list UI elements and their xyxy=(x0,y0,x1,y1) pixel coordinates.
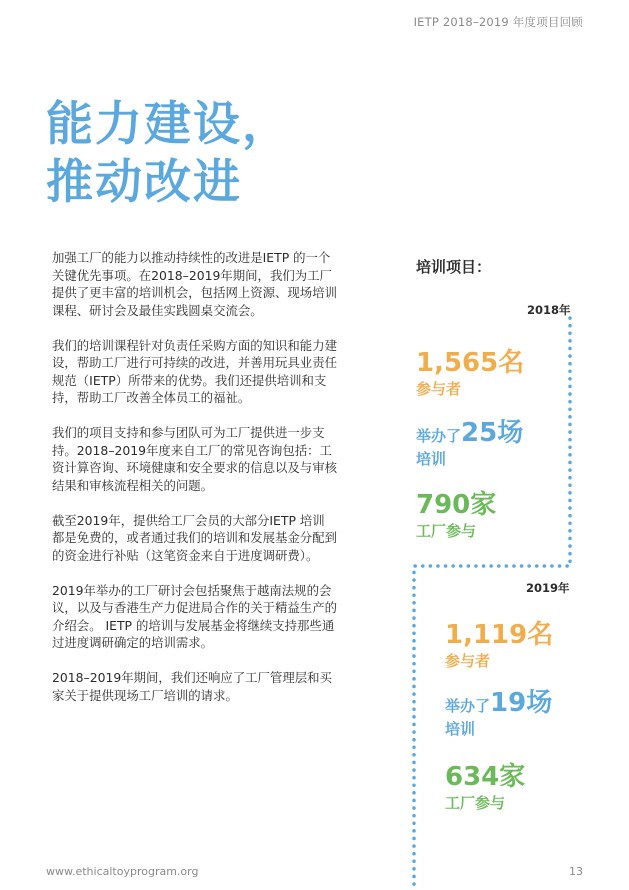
stat-2019-factories xyxy=(445,764,525,811)
stat-prefix: 举办了 xyxy=(416,427,462,445)
stat-label: 工厂参与 xyxy=(416,522,477,540)
body-paragraph: 2018–2019年期间，我们还响应了工厂管理层和买家关于提供现场工厂培训的请求。 xyxy=(52,670,332,703)
stat-2018-sessions xyxy=(416,420,523,467)
body-paragraph: 加强工厂的能力以推动持续性的改进是IETP 的一个关键优先事项。在2018–2019年期间，我们为工厂提供了更丰富的培训机会，包括网上资源、现场培训课程、研讨会及最佳实践圆桌交流会。 xyxy=(52,250,337,318)
stat-label: 参与者 xyxy=(445,652,491,670)
stat-2018-participants xyxy=(416,350,524,397)
body-paragraph: 2019年举办的工厂研讨会包括聚焦于越南法规的会议，以及与香港生产力促进局合作的关于精益生产的介绍会。 IETP 的培训与发展基金将继续支持那些通过进度调研确定的培训需求。 xyxy=(52,582,337,650)
page-number: 13 xyxy=(569,865,583,878)
stat-label: 培训 xyxy=(416,450,447,468)
sidebar-title: 培训项目： xyxy=(416,258,492,276)
stat-label: 培训 xyxy=(445,720,476,738)
page-title-line-1: 能力建设， xyxy=(46,97,291,152)
body-paragraph: 截至2019年，提供给工厂会员的大部分IETP 培训都是免费的，或者通过我们的培训和发展基金分配到的资金进行补贴（这笔资金来自于进度调研费）。 xyxy=(52,512,337,563)
year-label-2018: 2018年 xyxy=(527,303,571,317)
stat-value: 1,119名 xyxy=(445,620,554,650)
stat-label: 参与者 xyxy=(416,380,462,398)
stat-2018-factories xyxy=(416,492,496,539)
stat-prefix: 举办了 xyxy=(445,697,491,715)
stat-value: 25场 xyxy=(461,418,524,448)
footer-url: www.ethicaltoyprogram.org xyxy=(46,865,199,878)
body-paragraph: 我们的项目支持和参与团队可为工厂提供进一步支持。2018–2019年度来自工厂的常见咨询包括：工资计算咨询、环境健康和安全要求的信息以及与审核结果和审核流程相关的问题。 xyxy=(52,425,337,493)
stat-label: 工厂参与 xyxy=(445,794,506,812)
stat-value: 1,565名 xyxy=(416,348,525,378)
year-label-2019: 2019年 xyxy=(526,581,570,595)
stat-value: 790家 xyxy=(416,490,497,520)
stat-2019-participants xyxy=(445,622,553,669)
stat-value: 19场 xyxy=(490,688,553,718)
page-title-line-2: 推动改进 xyxy=(46,155,242,210)
report-header-title: IETP 2018–2019 年度项目回顾 xyxy=(413,15,583,29)
stat-value: 634家 xyxy=(445,762,526,792)
stat-2019-sessions xyxy=(445,690,552,737)
body-paragraph: 我们的培训课程针对负责任采购方面的知识和能力建设，帮助工厂进行可持续的改进，并善用玩具业责任规范（IETP）所带来的优势。我们还提供培训和支持，帮助工厂改善全体员工的福祉。 xyxy=(52,337,337,405)
